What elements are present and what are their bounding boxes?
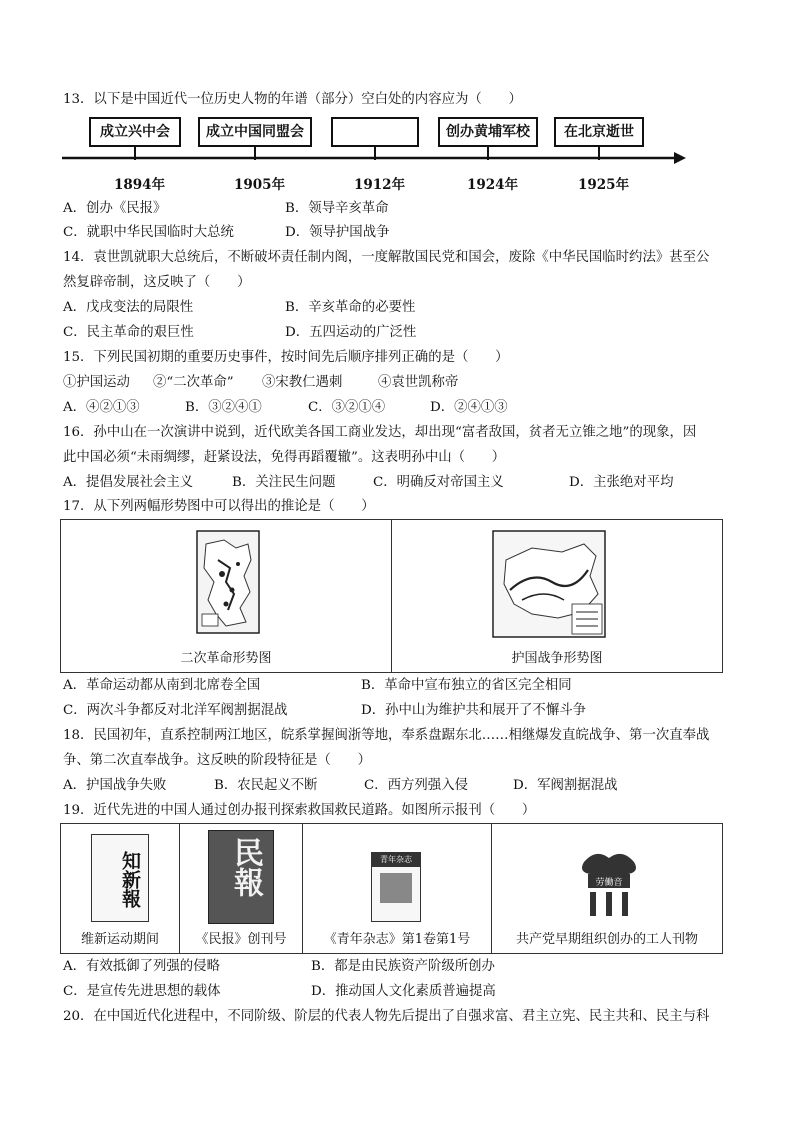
timeline-event-1924: 创办黄埔军校 (438, 117, 538, 147)
q15-option-c[interactable]: C．③②①④ (308, 400, 386, 415)
q13-option-c[interactable]: C．就职中华民国临时大总统 (63, 225, 234, 240)
national-protection-war-map (492, 530, 606, 638)
new-youth-illustration (380, 873, 412, 903)
q15-event-2: ②“二次革命” (153, 375, 234, 390)
paper-cell-new-youth (303, 824, 492, 954)
caption-workers-journal: 共产党早期组织创办的工人刊物 (515, 932, 698, 947)
q19-option-b[interactable]: B．都是由民族资产阶级所创办 (311, 959, 495, 974)
q20-stem: 20．在中国近代化进程中，不同阶级、阶层的代表人物先后提出了自强求富、君主立宪、民主共和、民主与科 (63, 1009, 710, 1024)
paper-cell-workers-journal (492, 824, 723, 954)
paper-cell-zhixinbao (61, 824, 180, 954)
q19-papers-table (60, 823, 723, 954)
q14-option-d[interactable]: D．五四运动的广泛性 (285, 325, 417, 340)
map-cell-national-protection-war (392, 520, 723, 673)
q18-option-d[interactable]: D．军阀割据混战 (513, 778, 618, 793)
caption-second-revolution: 二次革命形势图 (180, 651, 272, 666)
q19-option-c[interactable]: C．是宣传先进思想的载体 (63, 984, 221, 999)
q17-option-c[interactable]: C．两次斗争都反对北洋军阀割据混战 (63, 703, 288, 718)
minbao-title: 民報 (228, 837, 263, 897)
q14-option-c[interactable]: C．民主革命的艰巨性 (63, 325, 194, 340)
q13-stem: 13．以下是中国近代一位历史人物的年谱（部分）空白处的内容应为（ ） (63, 92, 522, 107)
q16-option-c[interactable]: C．明确反对帝国主义 (373, 475, 504, 490)
q13-option-d[interactable]: D．领导护国战争 (285, 225, 390, 240)
timeline-event-1894: 成立兴中会 (89, 117, 181, 147)
q15-stem: 15．下列民国初期的重要历史事件，按时间先后顺序排列正确的是（ ） (63, 350, 509, 365)
timeline-year-1894: 1894年 (114, 177, 166, 193)
q15-event-1: ①护国运动 (63, 375, 130, 390)
q16-option-b[interactable]: B．关注民生问题 (232, 475, 336, 490)
caption-zhixinbao: 维新运动期间 (80, 932, 159, 947)
q16-option-a[interactable]: A．提倡发展社会主义 (63, 475, 194, 490)
q19-stem: 19．近代先进的中国人通过创办报刊探索救国救民道路。如图所示报刊（ ） (63, 803, 536, 818)
q18-option-a[interactable]: A．护国战争失败 (63, 778, 167, 793)
q18-option-b[interactable]: B．农民起义不断 (214, 778, 318, 793)
new-youth-cover (371, 852, 421, 922)
q15-option-b[interactable]: B．③②④① (185, 400, 262, 415)
timeline-event-1925: 在北京逝世 (554, 117, 644, 147)
q18-stem-line1: 18．民国初年，直系控制两江地区，皖系掌握闽浙等地，奉系盘踞东北……相继爆发直皖战争、第一次直奉战 (63, 728, 710, 743)
caption-minbao: 《民报》创刊号 (195, 932, 287, 947)
q15-option-a[interactable]: A．④②①③ (63, 400, 140, 415)
timeline-event-1905: 成立中国同盟会 (198, 117, 312, 147)
q14-option-a[interactable]: A．戊戌变法的局限性 (63, 300, 194, 315)
q17-option-b[interactable]: B．革命中宣布独立的省区完全相同 (361, 678, 572, 693)
map-cell-second-revolution (61, 520, 392, 673)
q13-option-a[interactable]: A．创办《民报》 (63, 201, 167, 216)
q15-event-3: ③宋教仁遇刺 (262, 375, 343, 390)
q13-option-b[interactable]: B．领导辛亥革命 (285, 201, 389, 216)
timeline-year-1905: 1905年 (234, 177, 286, 193)
q17-option-a[interactable]: A．革命运动都从南到北席卷全国 (63, 678, 261, 693)
minbao-cover (208, 830, 274, 924)
caption-new-youth: 《青年杂志》第1卷第1号 (323, 932, 471, 947)
timeline-year-1924: 1924年 (467, 177, 519, 193)
q14-stem-line2: 然复辟帝制，这反映了（ ） (63, 275, 251, 290)
paper-cell-minbao (180, 824, 303, 954)
q15-event-4: ④袁世凯称帝 (378, 375, 459, 390)
workers-journal-cover (576, 848, 642, 920)
q16-stem-line2: 此中国必须“未雨绸缪，赶紧设法，免得再蹈覆辙”。这表明孙中山（ ） (63, 450, 506, 465)
q17-option-d[interactable]: D．孙中山为维护共和展开了不懈斗争 (361, 703, 586, 718)
q16-stem-line1: 16．孙中山在一次演讲中说到，近代欧美各国工商业发达，却出现“富者敌国，贫者无立锥之地”的现象，因 (63, 425, 697, 440)
q16-option-d[interactable]: D．主张绝对平均 (569, 475, 674, 490)
new-youth-title: 青年杂志 (372, 853, 420, 867)
q14-stem-line1: 14．袁世凯就职大总统后，不断破坏责任制内阁，一度解散国民党和国会，废除《中华民国临时约法》甚至公 (63, 250, 710, 265)
q18-stem-line2: 争、第二次直奉战争。这反映的阶段特征是（ ） (63, 753, 371, 768)
timeline-year-1925: 1925年 (578, 177, 630, 193)
second-revolution-map (196, 530, 260, 634)
q17-stem: 17．从下列两幅形势图中可以得出的推论是（ ） (63, 499, 375, 514)
q14-option-b[interactable]: B．辛亥革命的必要性 (285, 300, 416, 315)
zhixinbao-cover (91, 834, 149, 922)
q15-option-d[interactable]: D．②④①③ (430, 400, 508, 415)
caption-national-protection-war: 护国战争形势图 (511, 651, 603, 666)
timeline-event-blank (331, 117, 419, 147)
workers-journal-title: 劳働音 (595, 878, 623, 888)
q19-option-d[interactable]: D．推动国人文化素质普遍提高 (311, 984, 496, 999)
q17-maps-table (60, 519, 723, 673)
zhixinbao-title: 知新報 (119, 851, 141, 908)
timeline-year-1912: 1912年 (354, 177, 406, 193)
q18-option-c[interactable]: C．西方列强入侵 (364, 778, 468, 793)
q19-option-a[interactable]: A．有效抵御了列强的侵略 (63, 959, 220, 974)
